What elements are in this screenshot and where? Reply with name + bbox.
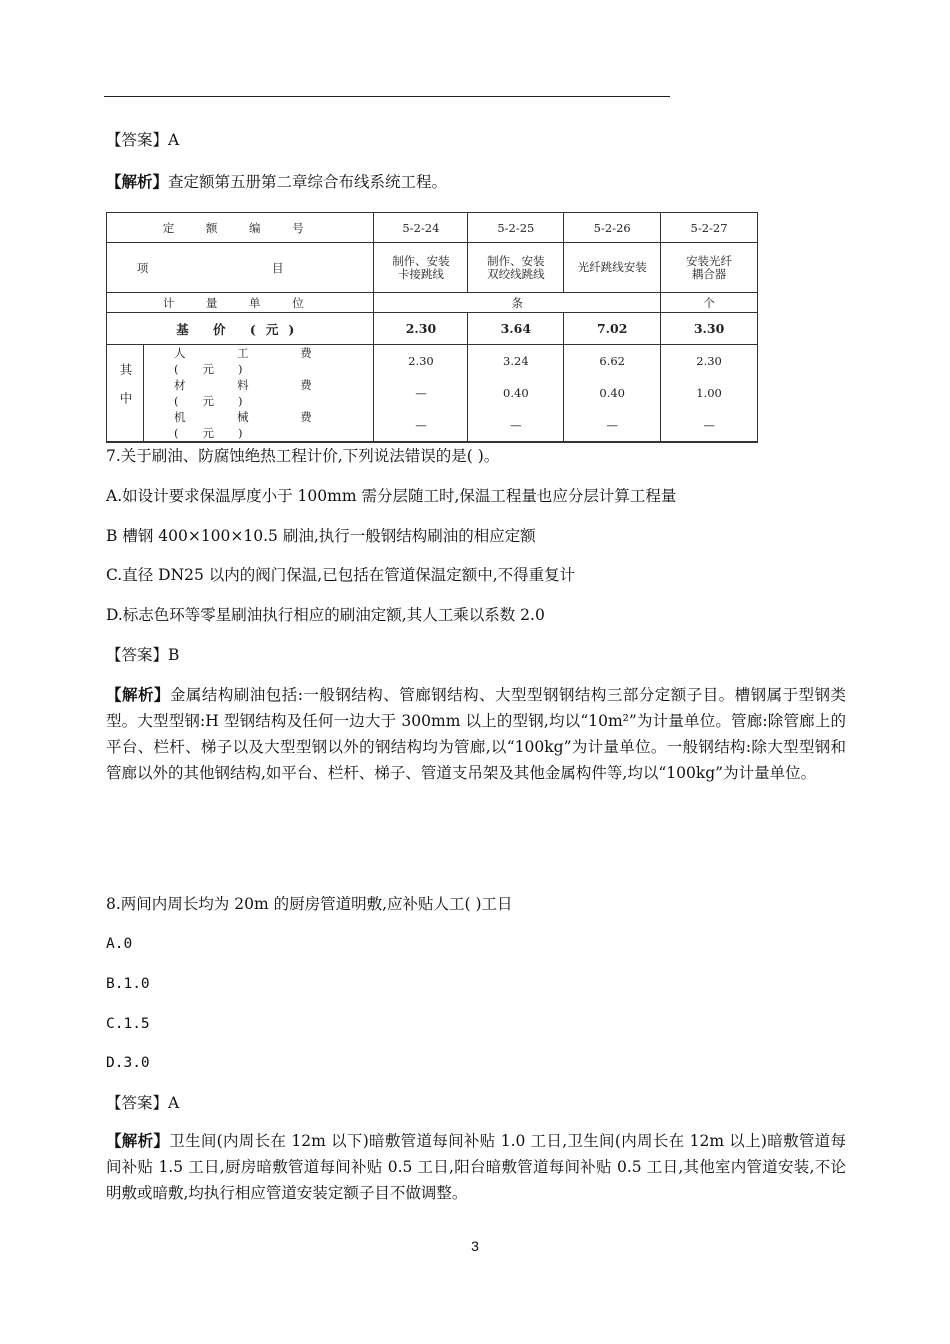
quota-base-price: 2.30	[374, 313, 468, 345]
q6-analysis-text: 查定额第五册第二章综合布线系统工程。	[168, 173, 448, 191]
quota-base-price: 3.64	[468, 313, 564, 345]
quota-base-price: 3.30	[661, 313, 758, 345]
q7-analysis-label: 【解析】	[106, 685, 170, 704]
q7-option-a: A.如设计要求保温厚度小于 100mm 需分层随工时,保温工程量也应分层计算工程量	[106, 487, 677, 505]
quota-header-code: 定 额 编 号	[107, 213, 374, 243]
quota-base-price: 7.02	[564, 313, 661, 345]
q7-option-d: D.标志色环等零星刷油执行相应的刷油定额,其人工乘以系数 2.0	[106, 606, 545, 624]
q8-analysis-label: 【解析】	[106, 1131, 170, 1150]
quota-sub-value: 1.00	[661, 377, 758, 409]
q7-analysis-text: 金属结构刷油包括:一般钢结构、管廊钢结构、大型型钢钢结构三部分定额子目。槽钢属于型钢类型。大型型钢:H 型钢结构及任何一边大于 300mm 以上的型钢,均以“10m²”为计量单位。管廊:除管廊上的平台、栏杆、梯子以及大型型钢以外的钢结构均为管廊,以“100kg”为计量单位。一般钢结构:除大型型钢和管廊以外的其他钢结构,如平台、栏杆、梯子、管道支吊架及其他金属构件等,均以“100kg”为计量单位。	[106, 686, 846, 782]
quota-sub-value: 6.62	[564, 345, 661, 378]
q7-question: 7.关于刷油、防腐蚀绝热工程计价,下列说法错误的是( )。	[106, 447, 500, 465]
q7-analysis	[106, 682, 846, 786]
quota-sub-value: —	[661, 409, 758, 442]
quota-among-cell	[107, 345, 144, 443]
page-number: 3	[471, 1238, 479, 1254]
quota-sub-value: 2.30	[661, 345, 758, 378]
q8-question: 8.两间内周长均为 20m 的厨房管道明敷,应补贴人工( )工日	[106, 895, 513, 913]
q8-analysis	[106, 1128, 846, 1206]
quota-unit-a: 条	[374, 293, 661, 313]
quota-code: 5-2-27	[661, 213, 758, 243]
quota-unit-b: 个	[661, 293, 758, 313]
quota-item: 制作、安装 卡接跳线	[374, 243, 468, 293]
q8-option-a: A.0	[106, 936, 133, 952]
quota-code: 5-2-25	[468, 213, 564, 243]
quota-sub-value: —	[564, 409, 661, 442]
q8-answer: 【答案】A	[106, 1094, 180, 1112]
quota-row-code	[107, 213, 758, 243]
quota-table	[106, 212, 758, 443]
quota-row-unit	[107, 293, 758, 313]
quota-row-labor	[107, 345, 758, 378]
quota-sub-value: 0.40	[468, 377, 564, 409]
quota-item: 光纤跳线安装	[564, 243, 661, 293]
q6-answer: 【答案】A	[106, 131, 180, 149]
q8-analysis-text: 卫生间(内周长在 12m 以下)暗敷管道每间补贴 1.0 工日,卫生间(内周长在 12m 以上)暗敷管道每间补贴 1.5 工日,厨房暗敷管道每间补贴 0.5 工日,阳台暗敷管道每间补贴 0.5 工日,其他室内管道安装,不论明敷或暗敷,均执行相应管道安装定额子目不做调整。	[106, 1132, 846, 1202]
quota-header-unit: 计 量 单 位	[107, 293, 374, 313]
quota-row-material	[107, 377, 758, 409]
quota-sub-value: —	[468, 409, 564, 442]
quota-row-base	[107, 313, 758, 345]
quota-header-item: 项 目	[107, 243, 374, 293]
quota-among-label: 其中	[118, 363, 133, 420]
quota-sub-value: —	[374, 377, 468, 409]
q8-option-b: B.1.0	[106, 976, 150, 992]
quota-item: 安装光纤 耦合器	[661, 243, 758, 293]
quota-sub-value: 2.30	[374, 345, 468, 378]
q6-analysis-label: 【解析】	[106, 172, 169, 191]
q6-analysis	[106, 170, 846, 194]
quota-code: 5-2-26	[564, 213, 661, 243]
q8-option-c: C.1.5	[106, 1016, 150, 1032]
quota-row-item	[107, 243, 758, 293]
quota-code: 5-2-24	[374, 213, 468, 243]
quota-sub-value: 0.40	[564, 377, 661, 409]
q8-option-d: D.3.0	[106, 1055, 150, 1071]
q7-answer: 【答案】B	[106, 646, 180, 664]
top-divider	[104, 96, 670, 97]
q7-option-b: B 槽钢 400×100×10.5 刷油,执行一般钢结构刷油的相应定额	[106, 527, 536, 545]
quota-item: 制作、安装 双绞线跳线	[468, 243, 564, 293]
quota-sub-label: 机 械 费 (元)	[144, 409, 374, 442]
quota-sub-value: 3.24	[468, 345, 564, 378]
quota-row-machine	[107, 409, 758, 442]
quota-header-base: 基 价 (元)	[107, 313, 374, 345]
q7-option-c: C.直径 DN25 以内的阀门保温,已包括在管道保温定额中,不得重复计	[106, 566, 576, 584]
quota-sub-label: 材 料 费 (元)	[144, 377, 374, 409]
quota-sub-value: —	[374, 409, 468, 442]
quota-sub-label: 人 工 费 (元)	[144, 345, 374, 378]
